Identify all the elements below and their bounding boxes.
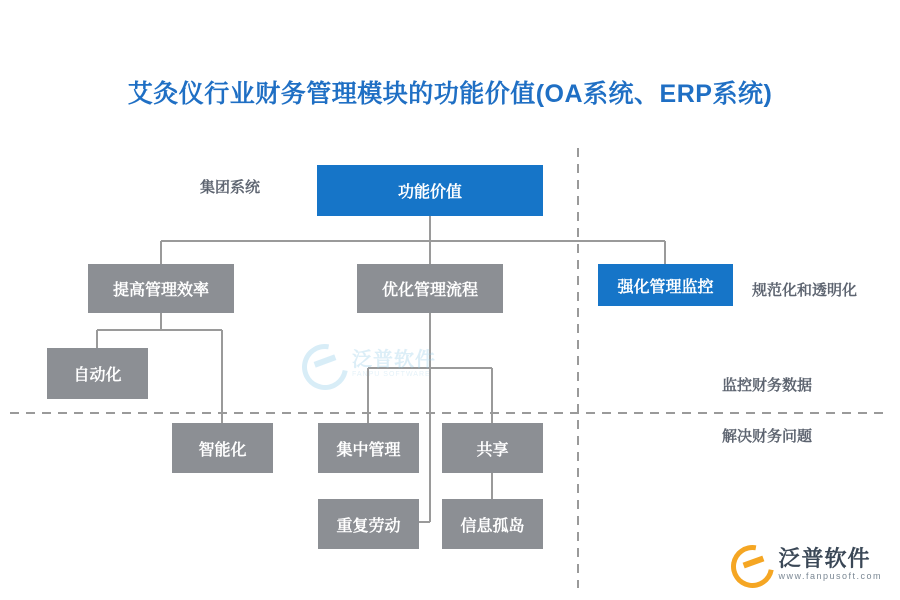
node-label: 共享 — [476, 441, 509, 459]
node-label: 优化管理流程 — [381, 282, 478, 299]
brand-logo — [730, 544, 882, 584]
node-label: 自动化 — [73, 367, 122, 384]
watermark-logo-icon — [300, 342, 344, 386]
label-monitor-finance: 监控财务数据 — [722, 377, 813, 394]
node-label: 智能化 — [198, 441, 247, 459]
node-strengthen-monitoring[interactable] — [598, 264, 733, 306]
watermark-brand-name: 泛普软件 — [352, 349, 436, 372]
brand-name: 泛普软件 — [778, 546, 871, 572]
node-centralized-management[interactable] — [318, 423, 419, 473]
brand-website: www.fanpusoft.com — [778, 571, 882, 582]
node-automation[interactable] — [47, 348, 148, 399]
watermark-brand-sub: FANPU SOFTWARE — [352, 371, 431, 379]
node-improve-efficiency[interactable] — [88, 264, 234, 313]
node-label: 功能价值 — [397, 184, 462, 201]
node-duplicate-labor[interactable] — [318, 499, 419, 549]
node-intelligent[interactable] — [172, 423, 273, 473]
label-group-system: 集团系统 — [200, 179, 261, 196]
node-label: 重复劳动 — [336, 517, 401, 535]
node-label: 信息孤岛 — [460, 517, 525, 535]
page-title: 艾灸仪行业财务管理模块的功能价值(OA系统、ERP系统) — [127, 80, 773, 108]
node-optimize-process[interactable] — [357, 264, 503, 313]
node-root-functional-value[interactable] — [317, 165, 543, 216]
brand-logo-icon — [730, 544, 770, 584]
node-information-silo[interactable] — [442, 499, 543, 549]
node-label: 集中管理 — [336, 441, 401, 459]
label-standard-transparent: 规范化和透明化 — [752, 282, 858, 299]
center-watermark — [300, 336, 500, 392]
label-solve-finance: 解决财务问题 — [722, 428, 813, 445]
node-label: 强化管理监控 — [617, 278, 714, 296]
node-label: 提高管理效率 — [112, 282, 209, 299]
node-sharing[interactable] — [442, 423, 543, 473]
